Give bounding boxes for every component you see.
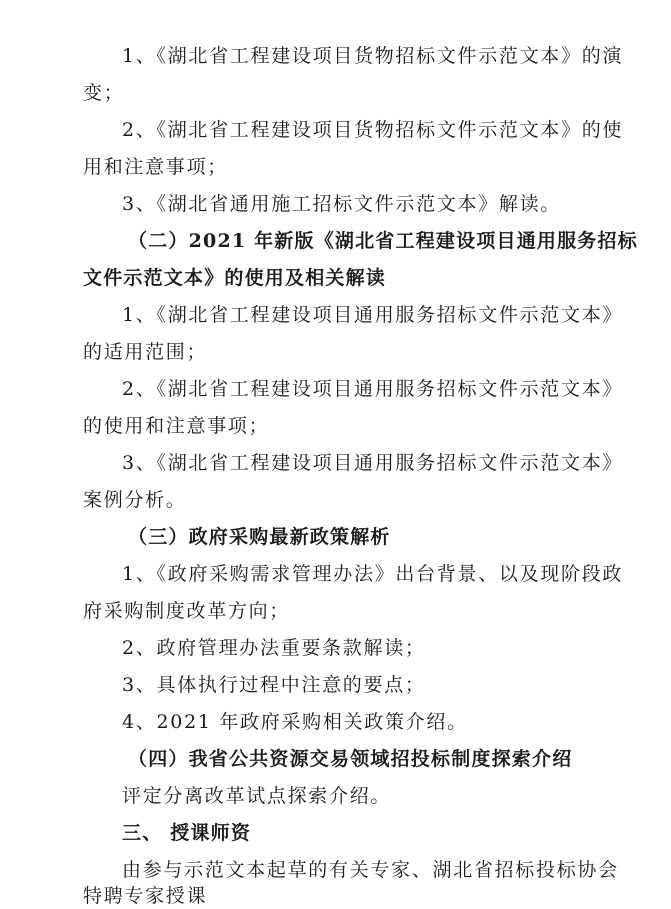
section-heading: （四）我省公共资源交易领域招投标制度探索介绍 [128,748,573,770]
section-heading: （三）政府采购最新政策解析 [128,526,391,548]
paragraph-line: 用和注意事项； [83,156,228,178]
section-heading: 三、 授课师资 [122,822,252,844]
paragraph-line: 由参与示范文本起草的有关专家、湖北省招标投标协会 [122,859,619,881]
paragraph-line: 案例分析。 [83,489,187,511]
paragraph-line: 1、《湖北省工程建设项目货物招标文件示范文本》的演 [122,45,624,67]
paragraph-line: 2、《湖北省工程建设项目货物招标文件示范文本》的使 [122,119,624,141]
paragraph-line: 的适用范围； [83,341,208,363]
paragraph-line: 3、《湖北省通用施工招标文件示范文本》解读。 [122,193,561,215]
paragraph-line: 2、政府管理办法重要条款解读； [122,637,426,659]
paragraph-line: 的使用和注意事项； [83,415,270,437]
paragraph-line: 3、具体执行过程中注意的要点； [122,674,426,696]
section-heading: （二）2021 年新版《湖北省工程建设项目通用服务招标 [128,230,638,252]
paragraph-line: 2、《湖北省工程建设项目通用服务招标文件示范文本》 [122,378,624,400]
section-heading: 文件示范文本》的使用及相关解读 [83,267,387,289]
paragraph-line: 评定分离改革试点探索介绍。 [122,785,392,807]
paragraph-line: 3、《湖北省工程建设项目通用服务招标文件示范文本》 [122,452,624,474]
paragraph-line: 府采购制度改革方向； [83,600,291,622]
paragraph-line: 变； [83,82,125,104]
paragraph-line: 4、2021 年政府采购相关政策介绍。 [122,711,468,733]
paragraph-line: 1、《湖北省工程建设项目通用服务招标文件示范文本》 [122,304,624,326]
paragraph-line: 1、《政府采购需求管理办法》出台背景、以及现阶段政 [122,563,624,585]
paragraph-line: 特聘专家授课 [83,885,208,907]
